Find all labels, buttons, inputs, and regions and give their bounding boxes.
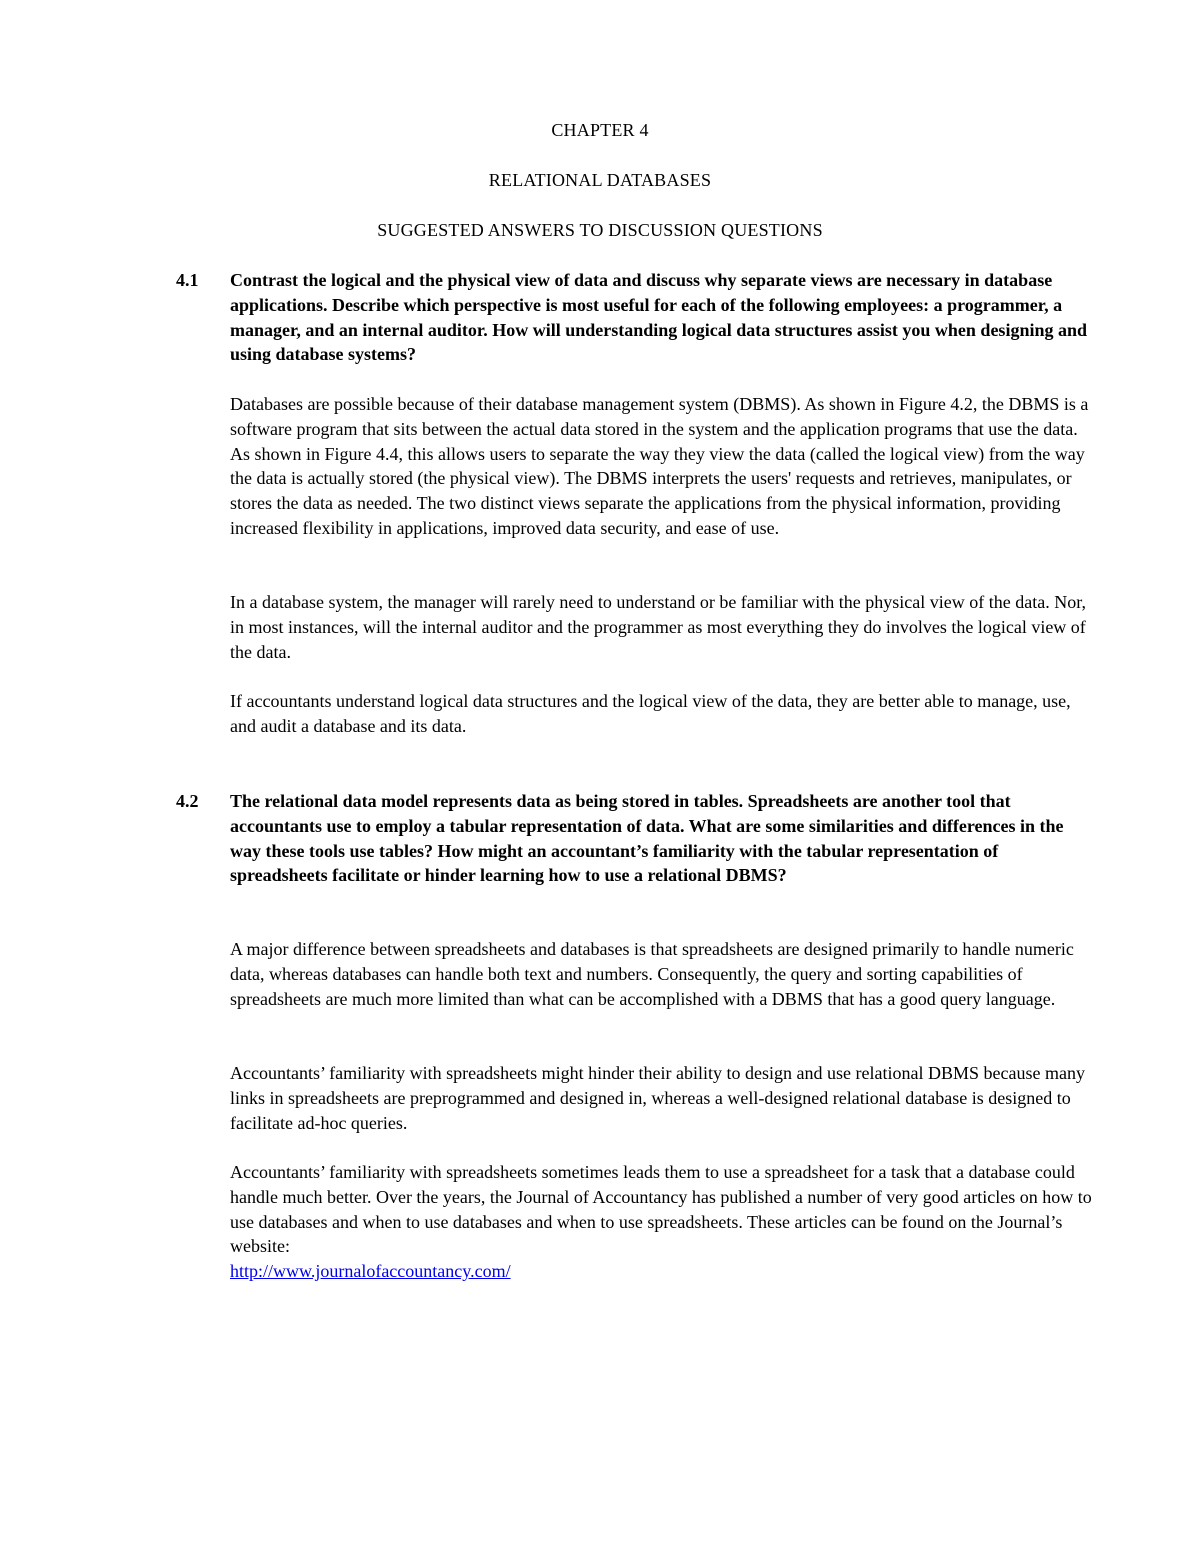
section-subtitle: SUGGESTED ANSWERS TO DISCUSSION QUESTIONS — [377, 220, 823, 240]
answer-paragraph: Databases are possible because of their database management system (DBMS). As shown in Figure 4.2, the DBMS is a software program that sits between the actual data stored in the system and the application programs that use the data. As shown in Figure 4.4, this allows users to separate the way they view the data (called the logical view) from the way the data is actually stored (the physical view). The DBMS interprets the users' requests and retrieves, manipulates, or stores the data as needed. The two distinct views separate the applications from the physical information, providing increased flexibility in applications, improved data security, and ease of use. — [230, 394, 1089, 538]
chapter-title: RELATIONAL DATABASES — [488, 170, 712, 190]
answer-paragraph: Accountants’ familiarity with spreadsheets sometimes leads them to use a spreadsheet for a task that a database could handle much better. Over the years, the Journal of Accountancy has published a number of very good articles on how to use databases and when to use databases and when to use spreadsheets. These articles can be found on the Journal’s website: — [230, 1162, 1092, 1257]
journal-website-link[interactable]: http://www.journalofaccountancy.com/ — [230, 1261, 511, 1281]
question-number: 4.1 — [176, 270, 199, 290]
answer-paragraph: In a database system, the manager will rarely need to understand or be familiar with the physical view of the data. Nor, in most instances, will the internal auditor and the programmer as most everything they do involves the logical view of the data. — [230, 592, 1086, 662]
question-text: Contrast the logical and the physical view of data and discuss why separate views are necessary in database applications. Describe which perspective is most useful for each of the following employees: a programmer, a manager, and an internal auditor. How will understanding logical data structures assist you when designing and using database systems? — [230, 270, 1087, 365]
question-text: The relational data model represents data as being stored in tables. Spreadsheets are another tool that accountants use to employ a tabular representation of data. What are some similarities and differences in the way these tools use tables? How might an accountant’s familiarity with the tabular representation of spreadsheets facilitate or hinder learning how to use a relational DBMS? — [230, 791, 1064, 886]
question-number: 4.2 — [176, 791, 199, 811]
answer-paragraph: A major difference between spreadsheets and databases is that spreadsheets are designed primarily to handle numeric data, whereas databases can handle both text and numbers. Consequently, the query and sorting capabilities of spreadsheets are much more limited than what can be accomplished with a DBMS that has a good query language. — [230, 939, 1074, 1009]
answer-paragraph: If accountants understand logical data structures and the logical view of the data, they are better able to manage, use, and audit a database and its data. — [230, 691, 1071, 736]
chapter-heading: CHAPTER 4 — [551, 120, 649, 140]
link-line — [230, 1259, 1096, 1284]
answer-paragraph: Accountants’ familiarity with spreadsheets might hinder their ability to design and use relational DBMS because many links in spreadsheets are preprogrammed and designed in, whereas a well-designed relational database is designed to facilitate ad-hoc queries. — [230, 1063, 1085, 1133]
